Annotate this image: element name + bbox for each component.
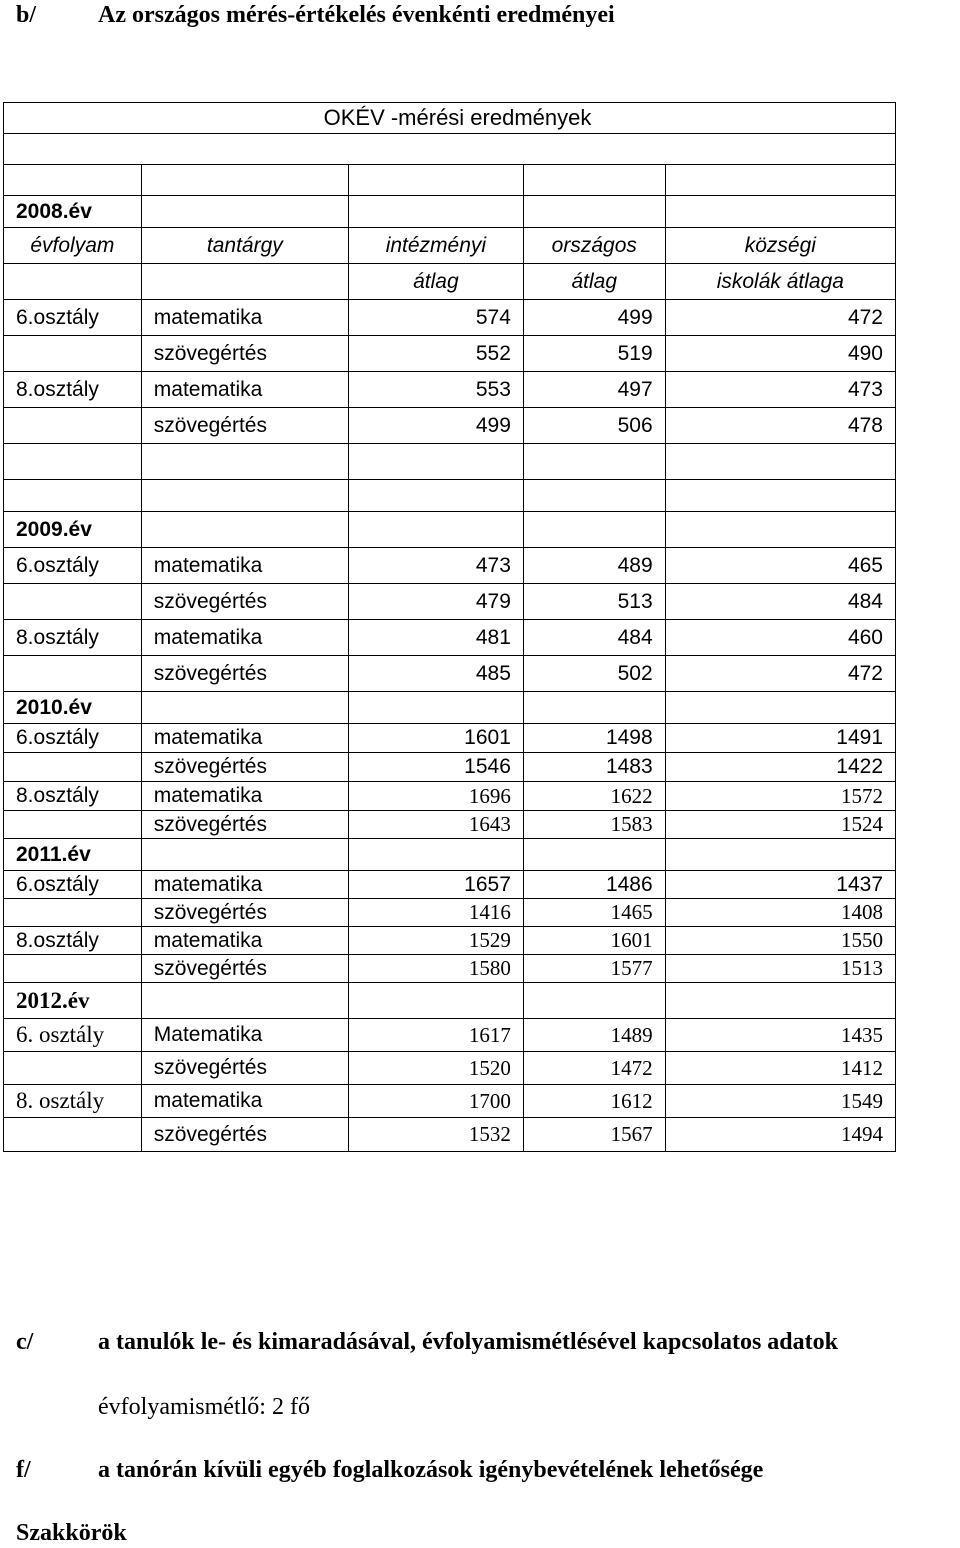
table-empty-row [4, 480, 896, 512]
section-c-title: a tanulók le- és kimaradásával, évfolyamismétlésével kapcsolatos adatok [98, 1329, 838, 1355]
table-row: 6.osztály matematika 1601 1498 1491 [4, 724, 896, 753]
header-row [4, 228, 896, 264]
year-row-2010 [4, 692, 896, 724]
section-f-heading [0, 1455, 960, 1485]
table-row: 8.osztály matematika 481 484 460 [4, 620, 896, 656]
year-label: 2010.év [4, 692, 142, 724]
section-c-heading [0, 1327, 960, 1357]
table-row: 6.osztály matematika 473 489 465 [4, 548, 896, 584]
table-row: szövegértés 1643 1583 1524 [4, 811, 896, 839]
results-table [3, 102, 896, 1152]
table-row: szövegértés 1416 1465 1408 [4, 899, 896, 927]
section-f-marker: f/ [16, 1457, 31, 1483]
year-row-2012 [4, 983, 896, 1019]
table-row: szövegértés 499 506 478 [4, 408, 896, 444]
table-row: 6.osztály matematika 574 499 472 [4, 300, 896, 336]
header-kozsegi-2: iskolák átlaga [665, 264, 895, 300]
table-row: szövegértés 479 513 484 [4, 584, 896, 620]
table-empty-row [4, 444, 896, 480]
table-row: szövegértés 1532 1567 1494 [4, 1118, 896, 1152]
table-row: 6. osztály Matematika 1617 1489 1435 [4, 1019, 896, 1052]
year-label: 2009.év [4, 512, 142, 548]
header-atlag: átlag [523, 264, 665, 300]
year-row-2009 [4, 512, 896, 548]
header-atlag: átlag [348, 264, 523, 300]
table-row: szövegértés 1520 1472 1412 [4, 1052, 896, 1085]
year-label: 2011.év [4, 839, 142, 871]
section-f-subheading: Szakkörök [16, 1520, 127, 1546]
table-empty-row [4, 134, 896, 165]
year-row-2008 [4, 196, 896, 228]
header-tantargy: tantárgy [141, 228, 348, 264]
header-kozsegi: községi [665, 228, 895, 264]
header-orszagos: országos [523, 228, 665, 264]
section-b-marker: b/ [16, 2, 37, 28]
table-row: 8.osztály matematika 1696 1622 1572 [4, 782, 896, 811]
table-row: 8.osztály matematika 1529 1601 1550 [4, 927, 896, 955]
table-empty-row [4, 165, 896, 196]
header-evfolyam: évfolyam [4, 228, 142, 264]
table-title-row [4, 103, 896, 134]
table-row: szövegértés 552 519 490 [4, 336, 896, 372]
section-c-marker: c/ [16, 1329, 34, 1355]
table-title: OKÉV -mérési eredmények [4, 103, 896, 134]
table-row: 6.osztály matematika 1657 1486 1437 [4, 871, 896, 899]
table-row: 8. osztály matematika 1700 1612 1549 [4, 1085, 896, 1118]
table-row: szövegértés 485 502 472 [4, 656, 896, 692]
header-intezmenyi: intézményi [348, 228, 523, 264]
header-row-2 [4, 264, 896, 300]
section-b-heading [0, 0, 960, 30]
table-row: 8.osztály matematika 553 497 473 [4, 372, 896, 408]
table-row: szövegértés 1580 1577 1513 [4, 955, 896, 983]
section-c-note: évfolyamismétlő: 2 fő [98, 1394, 310, 1420]
year-row-2011 [4, 839, 896, 871]
section-b-title: Az országos mérés-értékelés évenkénti eredményei [98, 2, 615, 28]
section-f-title: a tanórán kívüli egyéb foglalkozások igénybevételének lehetősége [98, 1457, 764, 1483]
table-row: szövegértés 1546 1483 1422 [4, 753, 896, 782]
year-label: 2008.év [4, 196, 142, 228]
year-label: 2012.év [4, 983, 142, 1019]
